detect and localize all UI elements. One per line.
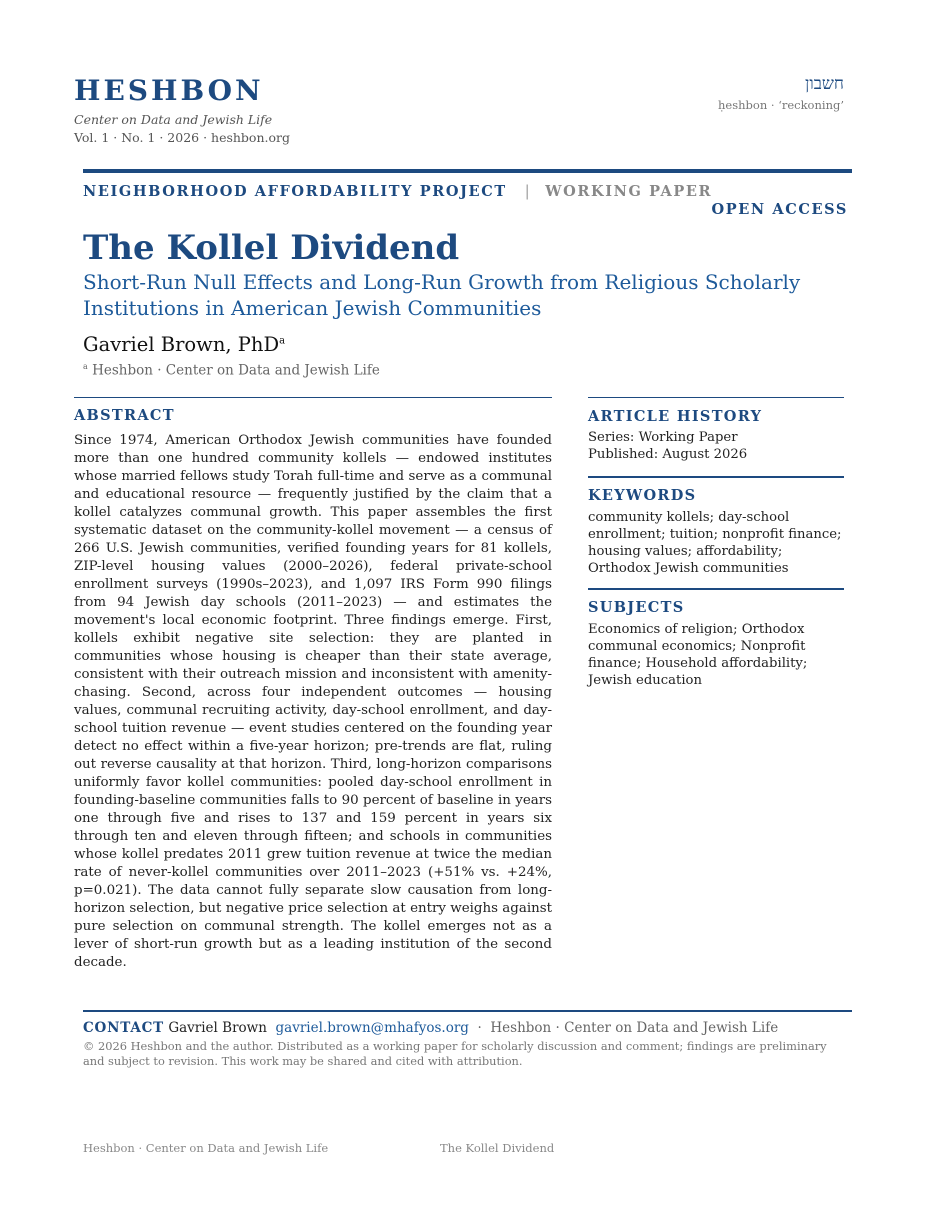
author-affiliation-marker: a — [279, 335, 286, 347]
project-label: NEIGHBORHOOD AFFORDABILITY PROJECT — [83, 183, 507, 200]
footer-left: Heshbon · Center on Data and Jewish Life — [83, 1141, 329, 1155]
article-history-section — [588, 397, 844, 463]
paper-subtitle: Short-Run Null Effects and Long-Run Growth from Religious Scholarly Institutions in American Jewish Communities — [83, 270, 801, 320]
keywords-section — [588, 476, 844, 577]
contact-org: Heshbon · Center on Data and Jewish Life — [490, 1020, 779, 1036]
contact-line — [83, 1020, 778, 1036]
bottom-divider — [83, 1010, 852, 1012]
footer-title: The Kollel Dividend — [440, 1141, 555, 1155]
license-notice: © 2026 Heshbon and the author. Distributed as a working paper for scholarly discussion and comment; findings are preliminary and subject to revision. This work may be shared and cited with attribution. — [83, 1039, 827, 1068]
affiliation — [83, 362, 380, 379]
contact-separator: · — [477, 1020, 482, 1036]
author-line — [83, 333, 285, 356]
affiliation-text: Heshbon · Center on Data and Jewish Life — [92, 362, 380, 379]
abstract-divider — [74, 397, 552, 398]
keywords-text: community kollels; day-school enrollment; tuition; nonprofit finance; housing values; affordability; Orthodox Jewish communities — [588, 510, 842, 576]
author-name: Gavriel Brown, PhD — [83, 333, 280, 356]
series-label: WORKING PAPER — [545, 183, 713, 200]
affiliation-marker: a — [83, 362, 88, 371]
sidebar-divider — [588, 476, 844, 478]
contact-label: CONTACT — [83, 1020, 165, 1036]
contact-email-link[interactable]: gavriel.brown@mhafyos.org — [275, 1020, 469, 1036]
contact-name: Gavriel Brown — [168, 1020, 267, 1036]
open-access-label: OPEN ACCESS — [711, 201, 848, 218]
journal-logo: HESHBON — [74, 74, 264, 107]
history-published: Published: August 2026 — [588, 447, 748, 462]
volume-info: Vol. 1 · No. 1 · 2026 · heshbon.org — [74, 130, 290, 145]
kicker-line — [83, 183, 848, 219]
paper-title: The Kollel Dividend — [83, 228, 460, 268]
article-history-heading: ARTICLE HISTORY — [588, 408, 763, 425]
subjects-text: Economics of religion; Orthodox communal economics; Nonprofit finance; Household affordability; Jewish education — [588, 622, 808, 688]
keywords-heading: KEYWORDS — [588, 487, 697, 504]
transliteration: ḥeshbon · ‘reckoning’ — [718, 98, 844, 112]
sidebar-divider — [588, 588, 844, 590]
sidebar-divider — [588, 397, 844, 398]
journal-tagline: Center on Data and Jewish Life — [74, 112, 273, 127]
subjects-heading: SUBJECTS — [588, 599, 685, 616]
abstract-text: Since 1974, American Orthodox Jewish communities have founded more than one hundred community kollels — endowed institutes whose married fellows study Torah full-time and serve as a communal and educational resource — frequently justified by the claim that a kollel catalyzes communal growth. This paper assembles the first systematic dataset on the community-kollel movement — a census of 266 U.S. Jewish communities, verified founding years for 81 kollels, ZIP-level housing values (2000–2026), federal private-school enrollment surveys (1990s–2023), and 1,097 IRS Form 990 filings from 94 Jewish day schools (2011–2023) — and estimates the movement's local economic footprint. Three findings emerge. First, kollels exhibit negative site selection: they are planted in communities whose housing is cheaper than their state average, consistent with their outreach mission and inconsistent with amenity-chasing. Second, across four independent outcomes — housing values, communal recruiting activity, day-school enrollment, and day-school tuition revenue — event studies centered on the founding year detect no effect within a five-year horizon; pre-trends are flat, ruling out reverse causality at that horizon. Third, long-horizon comparisons uniformly favor kollel communities: pooled day-school enrollment in founding-baseline communities falls to 90 percent of baseline in years one through five and rises to 137 and 159 percent in years six through ten and eleven through fifteen; and schools in communities whose kollel predates 2011 grew tuition revenue at twice the median rate of never-kollel communities over 2011–2023 (+51% vs. +24%, p=0.021). The data cannot fully separate slow causation from long-horizon selection, but negative price selection at entry weighs against pure selection on communal strength. The kollel emerges not as a lever of short-run growth but as a leading institution of the second decade. — [74, 433, 552, 970]
abstract-heading: ABSTRACT — [74, 407, 175, 424]
hebrew-wordmark: חשבון — [805, 74, 844, 94]
kicker-separator: | — [524, 184, 532, 200]
top-divider — [83, 169, 852, 173]
subjects-section — [588, 588, 844, 689]
history-series: Series: Working Paper — [588, 430, 738, 445]
